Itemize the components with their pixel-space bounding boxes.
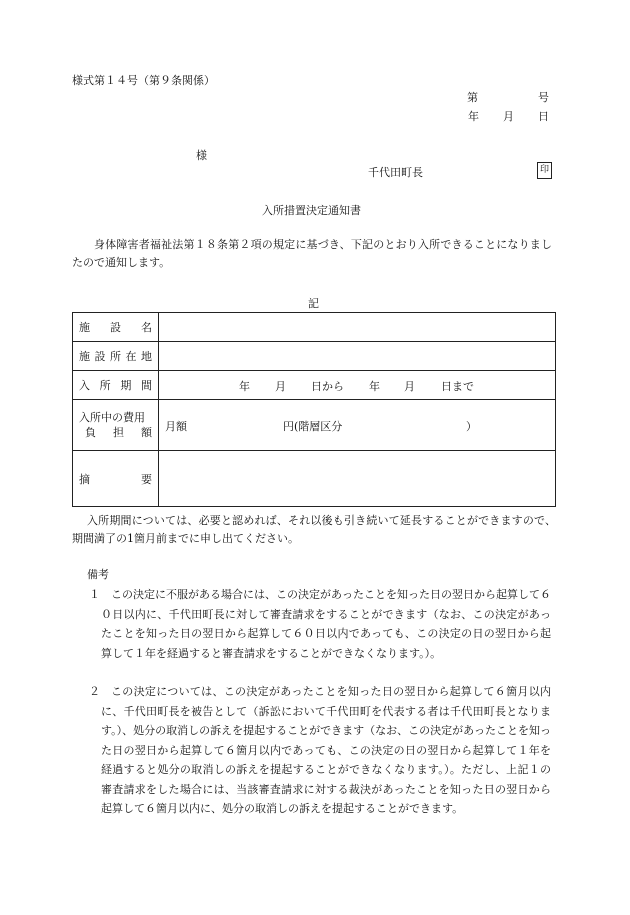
period-label: 入 所 期 間 [73,371,159,400]
table-row [73,371,556,400]
table-row [73,313,556,342]
period-note-paragraph: 入所期間については、必要と認めれば、それ以後も引き続いて延長することができますので、期間満了の1箇月前までに申し出てください。 [72,514,556,545]
facility-name-value[interactable] [159,313,556,342]
date-month: 月 [503,110,514,123]
date-day: 日 [538,110,549,123]
seal-mark: 印 [537,162,552,179]
notes-title: 備考 [87,568,109,581]
table-row [73,400,556,451]
facility-info-table [72,312,556,507]
facility-location-value[interactable] [159,342,556,371]
ki-heading: 記 [308,297,319,310]
document-title: 入所措置決定通知書 [262,204,361,217]
facility-name-label: 施 設 名 [73,313,159,342]
note-item-1: １ この決定に不服がある場合には、この決定があったことを知った日の翌日から起算して６０日以内に、千代田町長に対して審査請求をすることができます（なお、この決定があったことを知った日の翌日から起算して６０日以内であっても、この決定の日の翌日から起算して１年を経過すると審査請求をすることができなくなります。）。 [89,588,551,660]
doc-number-gou: 号 [538,91,549,104]
form-number: 様式第１４号（第９条関係） [72,74,215,87]
intro-paragraph: 身体障害者福祉法第１８条第２項の規定に基づき、下記のとおり入所できることになりましたので通知します。 [72,238,552,269]
issuer-name: 千代田町長 [368,166,423,179]
remarks-label: 摘 要 [73,451,159,507]
period-value[interactable]: 年 月 日から 年 月 日まで [159,371,556,400]
table-row [73,342,556,371]
date-year: 年 [468,110,479,123]
remarks-value[interactable] [159,451,556,507]
doc-number-dai: 第 [467,91,478,104]
cost-value[interactable]: 月額 円(階層区分 ） [159,400,556,451]
recipient-suffix: 様 [196,149,207,162]
facility-location-label: 施 設 所 在 地 [73,342,159,371]
note-item-2: ２ この決定については、この決定があったことを知った日の翌日から起算して６箇月以内に、千代田町長を被告として（訴訟において千代田町を代表する者は千代田町長となります。）、処分の取消しの訴えを提起することができます（なお、この決定があったことを知った日の翌日から起算して６箇月以内であっても、この決定の日の翌日から起算して１年を経過すると処分の取消しの訴えを提起することができなくなります。）。ただし、上記１の審査請求をした場合には、当該審査請求に対する裁決があったことを知った日の翌日から起算して６箇月以内に、処分の取消しの訴えを提起することができます。 [89,685,552,815]
table-row [73,451,556,507]
cost-label: 入所中の費用 負 担 額 [73,400,159,451]
